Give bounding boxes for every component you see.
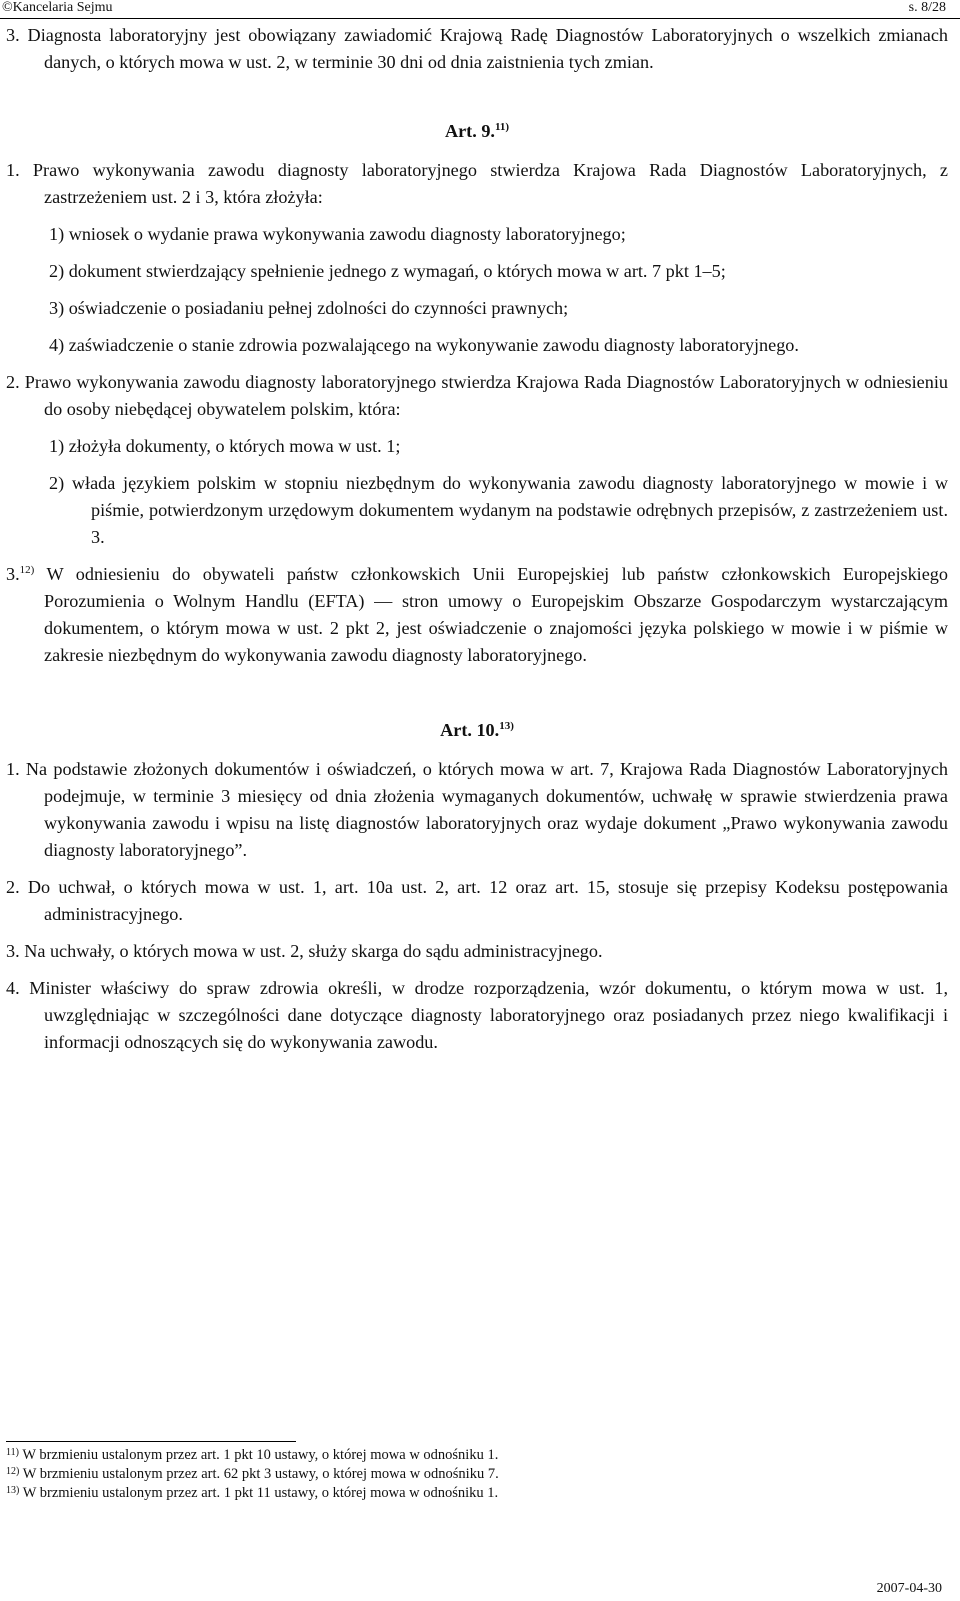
- footnote-text: W brzmieniu ustalonym przez art. 1 pkt 11 ustawy, o której mowa w odnośniku 1.: [22, 1485, 499, 1501]
- footnote-text: W brzmieniu ustalonym przez art. 62 pkt 3 ustawy, o której mowa w odnośniku 7.: [22, 1466, 499, 1482]
- art9-paragraph-2: 2. Prawo wykonywania zawodu diagnosty laboratoryjnego stwierdza Krajowa Rada Diagnostów Laboratoryjnych w odniesieniu do osoby niebędącej obywatelem polskim, która:: [6, 372, 948, 419]
- art9-1-item: 4) zaświadczenie o stanie zdrowia pozwalającego na wykonywanie zawodu diagnosty laboratoryjnego.: [49, 335, 799, 355]
- art9-3-text: W odniesieniu do obywateli państw członkowskich Unii Europejskiej lub państw członkowskich Europejskiego Porozumienia o Wolnym Handlu (EFTA) — stron umowy o Europejskim Obszarze Gospodarczym wystarczającym dokumentem, o którym mowa w ust. 2 pkt 2, jest oświadczenie o znajomości języka polskiego w mowie i w piśmie w zakresie niezbędnym do wykonywania zawodu diagnosty laboratoryjnego.: [44, 564, 948, 665]
- art9-2-item: 2) włada językiem polskim w stopniu niezbędnym do wykonywania zawodu diagnosty laboratoryjnego w mowie i w piśmie, potwierdzonym urzędowym dokumentem wydanym na podstawie odrębnych przepisów, z zastrzeżeniem ust. 3.: [49, 473, 948, 547]
- art10-paragraph: 3. Na uchwały, o których mowa w ust. 2, służy skarga do sądu administracyjnego.: [6, 941, 603, 961]
- footnote: [6, 1484, 499, 1503]
- footnote-number: 12): [6, 1466, 20, 1477]
- footnote-number: 11): [6, 1447, 19, 1458]
- footnote-number: 13): [6, 1485, 20, 1496]
- art8-paragraph-3: 3. Diagnosta laboratoryjny jest obowiązany zawiadomić Krajową Radę Diagnostów Laboratoryjnych o wszelkich zmianach danych, o których mowa w ust. 2, w terminie 30 dni od dnia zaistnienia tych zmian.: [6, 25, 948, 72]
- footnote-separator: [6, 1441, 296, 1442]
- art9-title: Art. 9.: [444, 121, 495, 141]
- art10-heading: [6, 717, 948, 744]
- art9-paragraph-3: [6, 561, 948, 669]
- footnote-ref-13: 13): [499, 720, 514, 732]
- footnote-text: W brzmieniu ustalonym przez art. 1 pkt 10 ustawy, o której mowa w odnośniku 1.: [22, 1447, 499, 1463]
- footnote-ref-11: 11): [494, 121, 510, 133]
- page-date: 2007-04-30: [876, 1581, 942, 1596]
- art9-2-item: 1) złożyła dokumenty, o których mowa w ust. 1;: [49, 436, 401, 456]
- art9-1-item: 3) oświadczenie o posiadaniu pełnej zdolności do czynności prawnych;: [49, 298, 569, 318]
- art9-heading: [6, 118, 948, 145]
- footnotes: [6, 1446, 499, 1503]
- art10-title: Art. 10.: [440, 720, 500, 740]
- document-body: [6, 22, 948, 1056]
- footnote: [6, 1465, 499, 1484]
- art9-3-number: 3.: [6, 564, 20, 584]
- page-number: s. 8/28: [908, 0, 946, 15]
- art10-paragraph: 2. Do uchwał, o których mowa w ust. 1, art. 10a ust. 2, art. 12 oraz art. 15, stosuje się przepisy Kodeksu postępowania administracyjnego.: [6, 877, 948, 924]
- publisher-label: ©Kancelaria Sejmu: [2, 0, 113, 15]
- page-header: [0, 0, 960, 19]
- art10-paragraph: 4. Minister właściwy do spraw zdrowia określi, w drodze rozporządzenia, wzór dokumentu, o którym mowa w ust. 1, uwzględniając w szczególności dane dotyczące diagnosty laboratoryjnego oraz posiadanych przez niego kwalifikacji i informacji odnoszących się do wykonywania zawodu.: [6, 978, 948, 1052]
- footnote: [6, 1446, 499, 1465]
- art9-1-item: 1) wniosek o wydanie prawa wykonywania zawodu diagnosty laboratoryjnego;: [49, 224, 626, 244]
- art9-paragraph-1: 1. Prawo wykonywania zawodu diagnosty laboratoryjnego stwierdza Krajowa Rada Diagnostów Laboratoryjnych, z zastrzeżeniem ust. 2 i 3, która złożyła:: [6, 160, 948, 207]
- art10-paragraph: 1. Na podstawie złożonych dokumentów i oświadczeń, o których mowa w art. 7, Krajowa Rada Diagnostów Laboratoryjnych podejmuje, w terminie 3 miesięcy od dnia złożenia wymaganych dokumentów, uchwałę w sprawie stwierdzenia prawa wykonywania zawodu i wpisu na listę diagnostów laboratoryjnych oraz wydaje dokument „Prawo wykonywania zawodu diagnosty laboratoryjnego”.: [6, 759, 948, 860]
- art9-1-item: 2) dokument stwierdzający spełnienie jednego z wymagań, o których mowa w art. 7 pkt 1–5;: [49, 261, 726, 281]
- footnote-ref-12: 12): [19, 564, 35, 576]
